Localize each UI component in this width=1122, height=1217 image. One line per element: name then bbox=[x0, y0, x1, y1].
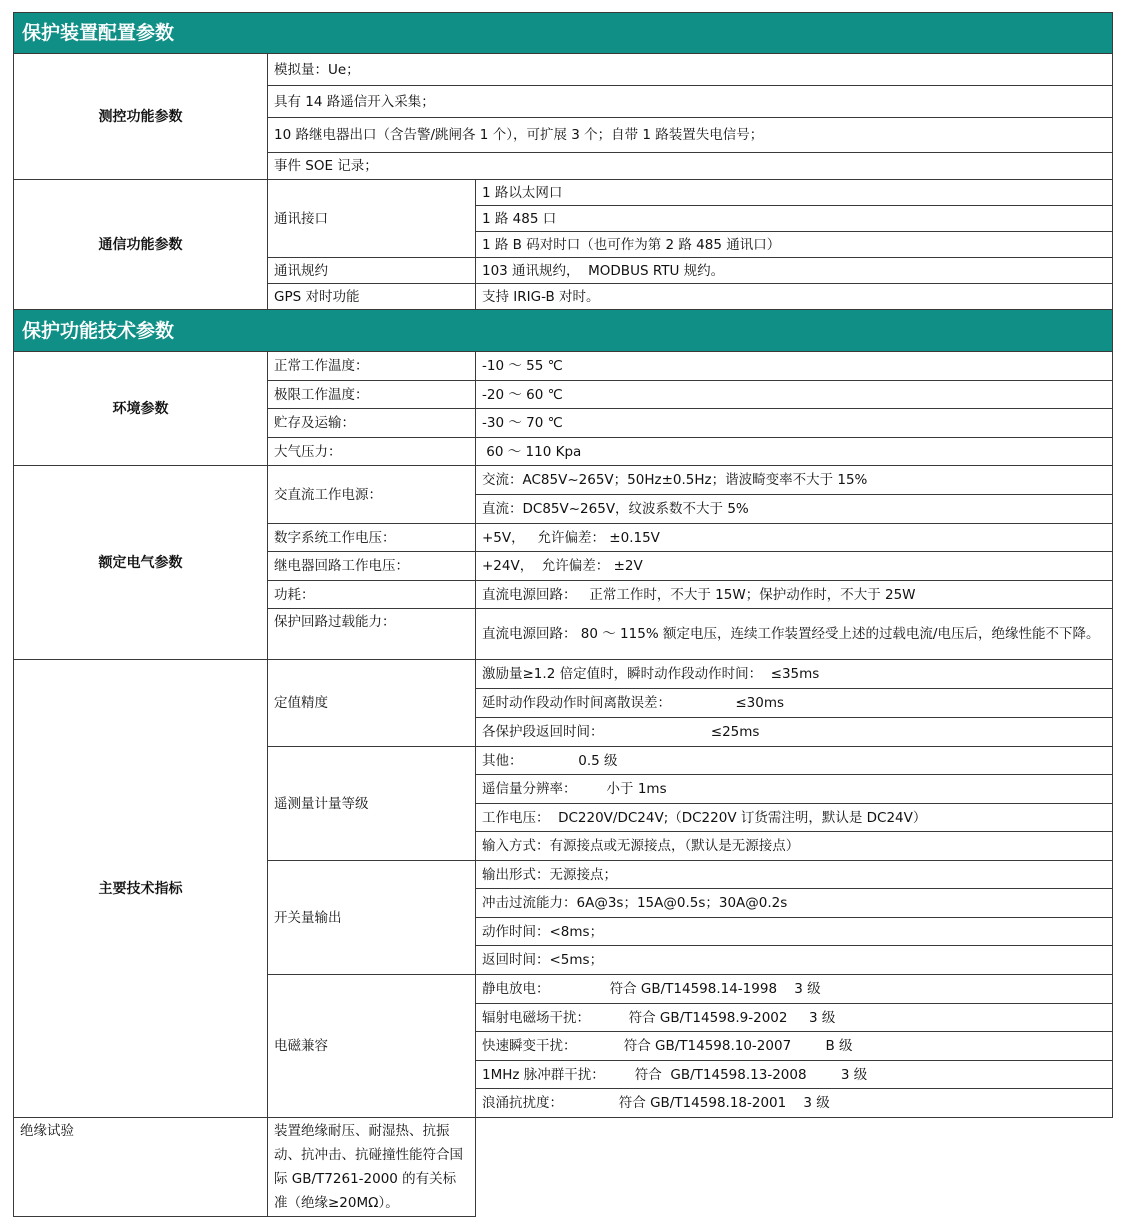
protocol-value: 103 通讯规约， MODBUS RTU 规约。 bbox=[476, 258, 1113, 284]
spec-value: 延时动作段动作时间离散误差： ≤30ms bbox=[476, 689, 1113, 718]
category-electrical: 额定电气参数 bbox=[14, 466, 268, 660]
spec-value: 1MHz 脉冲群干扰： 符合 GB/T14598.13-2008 3 级 bbox=[476, 1061, 1113, 1089]
env-value: -30 ～ 70 ℃ bbox=[476, 409, 1113, 438]
elec-value: +24V， 允许偏差： ±2V bbox=[476, 552, 1113, 581]
category-environment: 环境参数 bbox=[14, 352, 268, 466]
measure-row: 10 路继电器出口（含告警/跳闸各 1 个），可扩展 3 个；自带 1 路装置失电信号； bbox=[268, 118, 1113, 153]
env-value: 60 ～ 110 Kpa bbox=[476, 438, 1113, 466]
power-value: 交流：AC85V~265V；50Hz±0.5Hz；谐波畸变率不大于 15% bbox=[476, 466, 1113, 495]
spec-value: 返回时间：<5ms； bbox=[476, 946, 1113, 975]
power-label: 交直流工作电源： bbox=[268, 466, 476, 524]
overload-label: 保护回路过载能力： bbox=[268, 609, 476, 660]
spec-table bbox=[13, 12, 1113, 1217]
env-label: 贮存及运输： bbox=[268, 409, 476, 438]
spec-value: 辐射电磁场干扰： 符合 GB/T14598.9-2002 3 级 bbox=[476, 1004, 1113, 1032]
category-measure-control: 测控功能参数 bbox=[14, 54, 268, 180]
spec-group-label: 电磁兼容 bbox=[268, 975, 476, 1118]
env-value: -10 ～ 55 ℃ bbox=[476, 352, 1113, 381]
measure-row: 具有 14 路遥信开入采集； bbox=[268, 86, 1113, 118]
spec-sheet bbox=[13, 12, 1112, 1217]
measure-row: 事件 SOE 记录； bbox=[268, 153, 1113, 180]
spec-value: 输入方式：有源接点或无源接点，（默认是无源接点） bbox=[476, 832, 1113, 861]
spec-group-label: 开关量输出 bbox=[268, 861, 476, 975]
protocol-label: 通讯规约 bbox=[268, 258, 476, 284]
elec-value: +5V， 允许偏差： ±0.15V bbox=[476, 524, 1113, 552]
spec-value: 静电放电： 符合 GB/T14598.14-1998 3 级 bbox=[476, 975, 1113, 1004]
spec-value: 各保护段返回时间： ≤25ms bbox=[476, 718, 1113, 747]
spec-value: 浪涌抗扰度： 符合 GB/T14598.18-2001 3 级 bbox=[476, 1089, 1113, 1118]
interface-value: 1 路以太网口 bbox=[476, 180, 1113, 206]
env-value: -20 ～ 60 ℃ bbox=[476, 381, 1113, 409]
env-label: 正常工作温度： bbox=[268, 352, 476, 381]
spec-value: 遥信量分辨率： 小于 1ms bbox=[476, 775, 1113, 804]
power-value: 直流：DC85V~265V，纹波系数不大于 5% bbox=[476, 495, 1113, 524]
env-label: 大气压力： bbox=[268, 438, 476, 466]
spec-value: 快速瞬变干扰： 符合 GB/T14598.10-2007 B 级 bbox=[476, 1032, 1113, 1061]
spec-value: 动作时间：<8ms； bbox=[476, 918, 1113, 946]
env-label: 极限工作温度： bbox=[268, 381, 476, 409]
spec-value: 工作电压： DC220V/DC24V;（DC220V 订货需注明，默认是 DC24V） bbox=[476, 804, 1113, 832]
interface-value: 1 路 B 码对时口（也可作为第 2 路 485 通讯口） bbox=[476, 232, 1113, 258]
spec-value: 冲击过流能力：6A@3s；15A@0.5s；30A@0.2s bbox=[476, 889, 1113, 918]
spec-value: 其他： 0.5 级 bbox=[476, 747, 1113, 775]
insulation-label: 绝缘试验 bbox=[14, 1118, 268, 1217]
section-title-protection: 保护功能技术参数 bbox=[14, 310, 1113, 352]
elec-label: 数字系统工作电压： bbox=[268, 524, 476, 552]
overload-value: 直流电源回路： 80 ～ 115% 额定电压，连续工作装置经受上述的过载电流/电压后，绝缘性能不下降。 bbox=[476, 609, 1113, 660]
category-specs: 主要技术指标 bbox=[14, 660, 268, 1118]
elec-value: 直流电源回路： 正常工作时，不大于 15W；保护动作时，不大于 25W bbox=[476, 581, 1113, 609]
spec-group-label: 定值精度 bbox=[268, 660, 476, 747]
elec-label: 功耗： bbox=[268, 581, 476, 609]
measure-row: 模拟量：Ue； bbox=[268, 54, 1113, 86]
elec-label: 继电器回路工作电压： bbox=[268, 552, 476, 581]
interface-label: 通讯接口 bbox=[268, 180, 476, 258]
section-title-config: 保护装置配置参数 bbox=[14, 13, 1113, 54]
insulation-value: 装置绝缘耐压、耐湿热、抗振动、抗冲击、抗碰撞性能符合国际 GB/T7261-2000 的有关标准（绝缘≥20MΩ）。 bbox=[268, 1118, 476, 1217]
gps-value: 支持 IRIG-B 对时。 bbox=[476, 284, 1113, 310]
spec-value: 输出形式：无源接点； bbox=[476, 861, 1113, 889]
category-communication: 通信功能参数 bbox=[14, 180, 268, 310]
gps-label: GPS 对时功能 bbox=[268, 284, 476, 310]
spec-value: 激励量≥1.2 倍定值时，瞬时动作段动作时间： ≤35ms bbox=[476, 660, 1113, 689]
spec-group-label: 遥测量计量等级 bbox=[268, 747, 476, 861]
interface-value: 1 路 485 口 bbox=[476, 206, 1113, 232]
